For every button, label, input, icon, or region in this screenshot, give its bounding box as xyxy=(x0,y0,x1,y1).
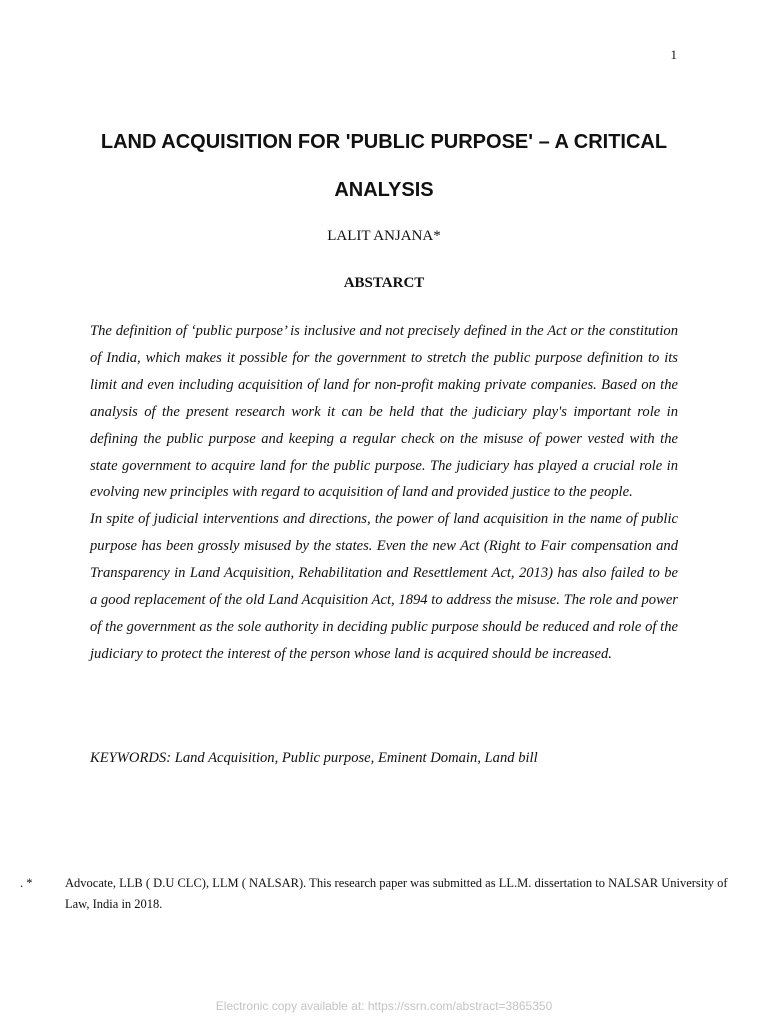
abstract-body xyxy=(90,318,678,668)
abstract-paragraph-1: The definition of ‘public purpose’ is inclusive and not precisely defined in the Act or the constitution of India, which makes it possible for the government to stretch the public purpose definition to its limit and even including acquisition of land for non-profit making private companies. Based on the analysis of the present research work it can be held that the judiciary play's important role in defining the public purpose and keeping a regular check on the misuse of power vested with the state government to acquire land for the public purpose. The judiciary has played a crucial role in evolving new principles with regard to acquisition of land and provided justice to the people. xyxy=(90,323,678,501)
paper-title-line-1: LAND ACQUISITION FOR 'PUBLIC PURPOSE' – A CRITICAL xyxy=(100,131,668,153)
page-number: 1 xyxy=(670,47,677,62)
paper-title-line-2: ANALYSIS xyxy=(334,179,434,201)
keywords: KEYWORDS: Land Acquisition, Public purpose, Eminent Domain, Land bill xyxy=(90,750,538,766)
abstract-paragraph-2: In spite of judicial interventions and directions, the power of land acquisition in the name of public purpose has been grossly misused by the states. Even the new Act (Right to Fair compensation and Transparency in Land Acquisition, Rehabilitation and Resettlement Act, 2013) has also failed to be a good replacement of the old Land Acquisition Act, 1894 to address the misuse. The role and power of the government as the sole authority in deciding public purpose should be reduced and role of the judiciary to protect the interest of the person whose land is acquired should be increased. xyxy=(90,511,678,662)
abstract-heading: ABSTARCT xyxy=(343,275,425,291)
paper-title xyxy=(0,118,768,214)
footnote-marker: . * xyxy=(20,876,33,890)
ssrn-notice: Electronic copy available at: https://ssrn.com/abstract=3865350 xyxy=(215,999,553,1013)
footnote-text: Advocate, LLB ( D.U CLC), LLM ( NALSAR). This research paper was submitted as LL.M. dissertation to NALSAR University of Law, India in 2018. xyxy=(65,876,728,911)
author-name: LALIT ANJANA* xyxy=(327,228,441,244)
